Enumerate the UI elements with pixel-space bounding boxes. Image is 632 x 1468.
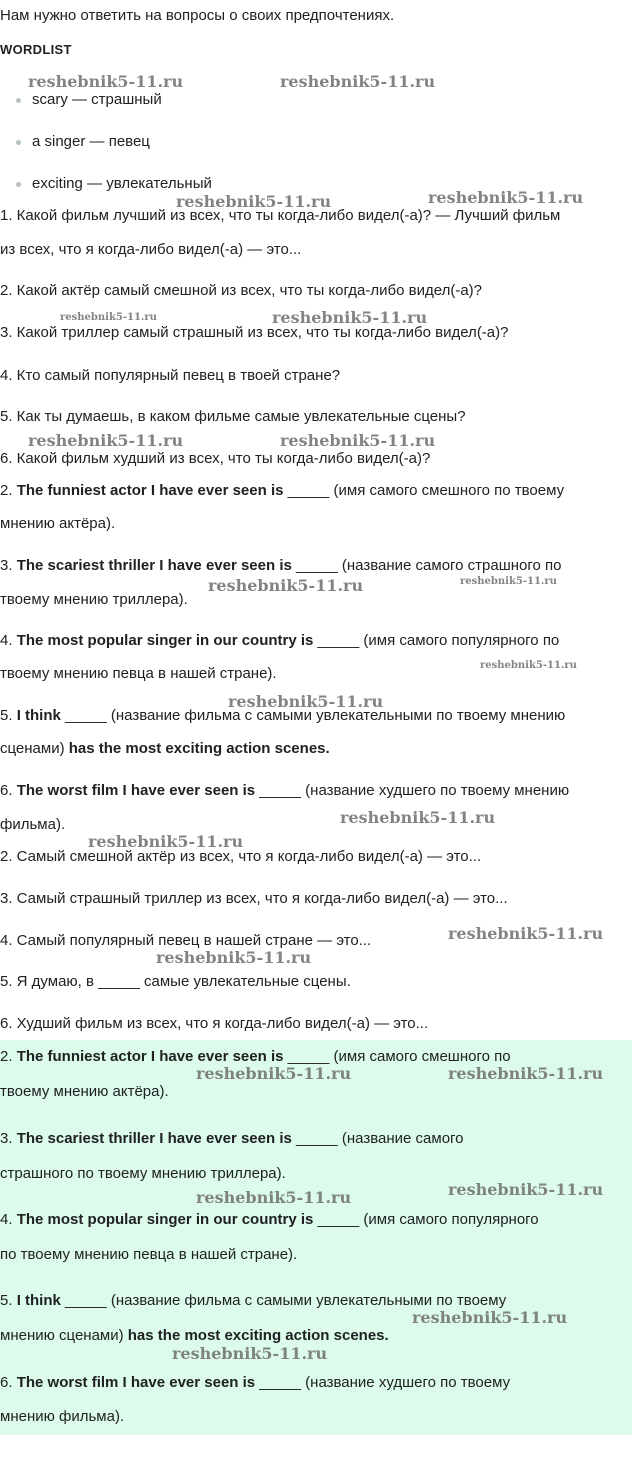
watermark: reshebnik5-11.ru: [28, 431, 184, 450]
watermark: reshebnik5-11.ru: [340, 808, 496, 827]
answer-line: 2. The funniest actor I have ever seen is _____ (имя самого смешного по твоему: [0, 482, 565, 499]
watermark: reshebnik5-11.ru: [156, 948, 312, 967]
watermark: reshebnik5-11.ru: [460, 576, 557, 587]
bullet-icon: [16, 98, 21, 103]
watermark: reshebnik5-11.ru: [60, 312, 157, 323]
watermark: reshebnik5-11.ru: [208, 576, 364, 595]
watermark: reshebnik5-11.ru: [412, 1308, 568, 1327]
highlighted-answer-line: 2. The funniest actor I have ever seen is _____ (имя самого смешного по: [0, 1048, 511, 1065]
question-line: 3. Какой триллер самый страшный из всех, что ты когда-либо видел(-а)?: [0, 324, 509, 341]
watermark: reshebnik5-11.ru: [176, 192, 332, 211]
answer-line: фильма).: [0, 816, 66, 833]
answer-line: 3. The scariest thriller I have ever seen is _____ (название самого страшного по: [0, 557, 562, 574]
highlighted-answer-line: твоему мнению актёра).: [0, 1083, 169, 1100]
answer-line: 5. I think _____ (название фильма с самыми увлекательными по твоему мнению: [0, 707, 566, 724]
russian-answer-line: 4. Самый популярный певец в нашей стране — это...: [0, 932, 372, 949]
answer-line: 4. The most popular singer in our country is _____ (имя самого популярного по: [0, 632, 560, 649]
question-line: 2. Какой актёр самый смешной из всех, что ты когда-либо видел(-а)?: [0, 282, 482, 299]
watermark: reshebnik5-11.ru: [28, 72, 184, 91]
answer-line: 6. The worst film I have ever seen is _____ (название худшего по твоему мнению: [0, 782, 570, 799]
russian-answer-line: 2. Самый смешной актёр из всех, что я когда-либо видел(-а) — это...: [0, 848, 482, 865]
watermark: reshebnik5-11.ru: [428, 188, 584, 207]
bullet-icon: [16, 182, 21, 187]
watermark: reshebnik5-11.ru: [448, 1180, 604, 1199]
watermark: reshebnik5-11.ru: [88, 832, 244, 851]
russian-answer-line: 3. Самый страшный триллер из всех, что я когда-либо видел(-а) — это...: [0, 890, 508, 907]
answer-line: мнению актёра).: [0, 515, 116, 532]
question-line: из всех, что я когда-либо видел(-а) — это...: [0, 241, 302, 258]
watermark: reshebnik5-11.ru: [280, 431, 436, 450]
highlighted-answer-line: страшного по твоему мнению триллера).: [0, 1165, 286, 1182]
highlighted-answer-line: по твоему мнению певца в нашей стране).: [0, 1246, 298, 1263]
russian-answer-line: 5. Я думаю, в _____ самые увлекательные сцены.: [0, 973, 351, 990]
wordlist-item: a singer — певец: [32, 133, 150, 150]
highlighted-answer-line: мнению сценами) has the most exciting action scenes.: [0, 1327, 389, 1344]
wordlist-item: scary — страшный: [32, 91, 162, 108]
highlighted-answer-line: 4. The most popular singer in our country is _____ (имя самого популярного: [0, 1211, 539, 1228]
wordlist-title: WORDLIST: [0, 42, 72, 57]
highlighted-answer-line: 5. I think _____ (название фильма с самыми увлекательными по твоему: [0, 1292, 507, 1309]
answer-line: твоему мнению триллера).: [0, 591, 188, 608]
answer-line: твоему мнению певца в нашей стране).: [0, 665, 277, 682]
highlighted-answer-line: 6. The worst film I have ever seen is _____ (название худшего по твоему: [0, 1374, 511, 1391]
watermark: reshebnik5-11.ru: [280, 72, 436, 91]
watermark: reshebnik5-11.ru: [448, 924, 604, 943]
answer-line: сценами) has the most exciting action scenes.: [0, 740, 330, 757]
highlighted-answer-line: мнению фильма).: [0, 1408, 125, 1425]
question-line: 4. Кто самый популярный певец в твоей стране?: [0, 367, 341, 384]
watermark: reshebnik5-11.ru: [272, 308, 428, 327]
bullet-icon: [16, 140, 21, 145]
watermark: reshebnik5-11.ru: [196, 1188, 352, 1207]
watermark: reshebnik5-11.ru: [228, 692, 384, 711]
watermark: reshebnik5-11.ru: [196, 1064, 352, 1083]
question-line: 5. Как ты думаешь, в каком фильме самые увлекательные сцены?: [0, 408, 466, 425]
watermark: reshebnik5-11.ru: [480, 660, 577, 671]
intro-text: Нам нужно ответить на вопросы о своих предпочтениях.: [0, 7, 395, 24]
highlighted-answer-line: 3. The scariest thriller I have ever seen is _____ (название самого: [0, 1130, 464, 1147]
watermark: reshebnik5-11.ru: [172, 1344, 328, 1363]
watermark: reshebnik5-11.ru: [448, 1064, 604, 1083]
wordlist-item: exciting — увлекательный: [32, 175, 212, 192]
russian-answer-line: 6. Худший фильм из всех, что я когда-либо видел(-а) — это...: [0, 1015, 429, 1032]
question-line: 6. Какой фильм худший из всех, что ты когда-либо видел(-а)?: [0, 450, 431, 467]
question-line: 1. Какой фильм лучший из всех, что ты когда-либо видел(-а)? — Лучший фильм: [0, 207, 561, 224]
